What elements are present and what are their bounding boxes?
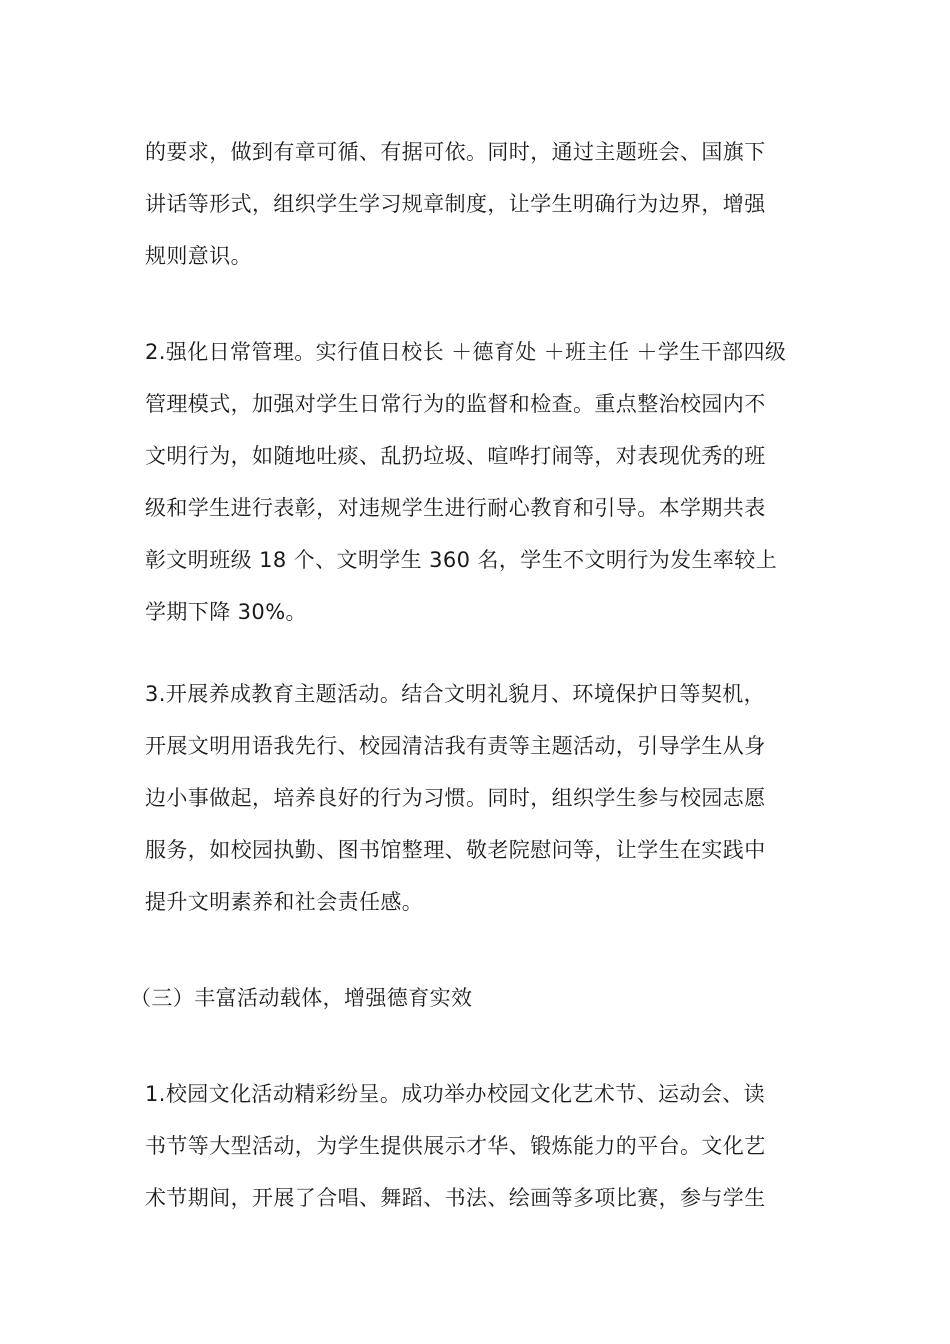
text-line: 2.强化日常管理。实行值日校长 ＋德育处 ＋班主任 ＋学生干部四级 <box>145 340 787 364</box>
text-line: 的要求，做到有章可循、有据可依。同时，通过主题班会、国旗下 <box>145 140 766 164</box>
text-line: 文明行为，如随地吐痰、乱扔垃圾、喧哗打闹等，对表现优秀的班 <box>145 444 766 468</box>
text-line: 术节期间，开展了合唱、舞蹈、书法、绘画等多项比赛，参与学生 <box>145 1186 766 1210</box>
text-line: 开展文明用语我先行、校园清洁我有责等主题活动，引导学生从身 <box>145 734 766 758</box>
paragraph-rules-awareness <box>145 126 810 282</box>
text-line: 边小事做起，培养良好的行为习惯。同时，组织学生参与校园志愿 <box>145 786 766 810</box>
section-heading: （三）丰富活动载体，增强德育实效 <box>130 986 473 1010</box>
text-line: 3.开展养成教育主题活动。结合文明礼貌月、环境保护日等契机， <box>145 682 766 706</box>
paragraph-campus-culture <box>145 1068 810 1224</box>
text-line: 书节等大型活动，为学生提供展示才华、锻炼能力的平台。文化艺 <box>145 1134 766 1158</box>
paragraph-habit-education <box>145 668 810 928</box>
paragraph-daily-management <box>145 326 810 638</box>
text-line: 管理模式，加强对学生日常行为的监督和检查。重点整治校园内不 <box>145 392 766 416</box>
text-line: 学期下降 30%。 <box>145 600 307 624</box>
text-line: 规则意识。 <box>145 244 252 268</box>
text-line: 彰文明班级 18 个、文明学生 360 名，学生不文明行为发生率较上 <box>145 548 778 572</box>
text-line: 讲话等形式，组织学生学习规章制度，让学生明确行为边界，增强 <box>145 192 766 216</box>
text-line: 服务，如校园执勤、图书馆整理、敬老院慰问等，让学生在实践中 <box>145 838 766 862</box>
text-line: 1.校园文化活动精彩纷呈。成功举办校园文化艺术节、运动会、读 <box>145 1082 766 1106</box>
text-line: 级和学生进行表彰，对违规学生进行耐心教育和引导。本学期共表 <box>145 496 766 520</box>
text-line: 提升文明素养和社会责任感。 <box>145 890 424 914</box>
